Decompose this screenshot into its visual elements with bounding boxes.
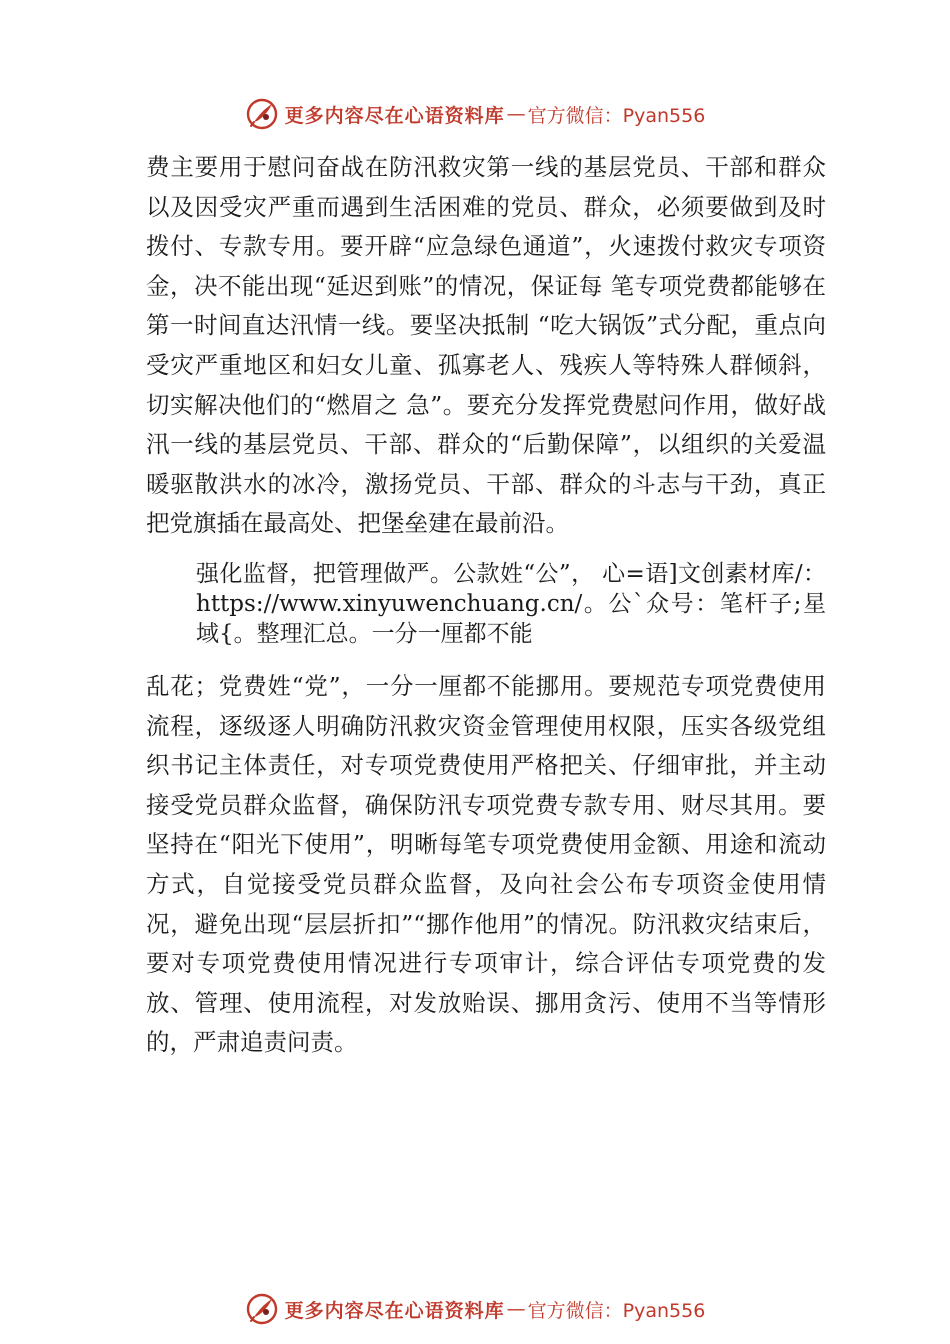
paragraph-2-watermark-block: 强化监督，把管理做严。公款姓“公”， 心=语]文创素材库/：https://www.xinyuwenchuang.cn/。公`众号：笔杆子;星域{。整理汇总。一分一厘都不能 (196, 560, 826, 647)
footer-brand-text: 更多内容尽在心语资料库 (284, 1299, 505, 1322)
document-body (146, 148, 826, 1063)
quill-logo-icon (245, 97, 279, 131)
paragraph-3: 乱花；党费姓“党”，一分一厘都不能挪用。要规范专项党费使用流程，逐级逐人明确防汛救灾资金管理使用权限，压实各级党组织书记主体责任，对专项党费使用严格把关、仔细审批，并主动接受党员群众监督，确保防汛专项党费专款专用、财尽其用。要坚持在“阳光下使用”，明晰每笔专项党费使用金额、用途和流动方式，自觉接受党员群众监督，及向社会公布专项资金使用情况，避免出现“层层折扣”“挪作他用”的情况。防汛救灾结束后，要对专项党费使用情况进行专项审计，综合评估专项党费的发放、管理、使用流程，对发放贻误、挪用贪污、使用不当等情形的，严肃追责问责。 (146, 671, 826, 1057)
footer-dash: — (506, 1298, 526, 1320)
header-wechat-text: 官方微信：Pyan556 (527, 104, 706, 127)
paragraph-1: 费主要用于慰问奋战在防汛救灾第一线的基层党员、干部和群众以及因受灾严重而遇到生活困难的党员、群众，必须要做到及时拨付、专款专用。要开辟“应急绿色通道”，火速拨付救灾专项资金，决不能出现“延迟到账”的情况，保证每 笔专项党费都能够在第一时间直达汛情一线。要坚决抵制 “吃大锅饭”式分配，重点向受灾严重地区和妇女儿童、孤寡老人、残疾人等特殊人群倾斜，切实解决他们的“燃眉之 急”。要充分发挥党费慰问作用，做好战汛一线的基层党员、干部、群众的“后勤保障”，以组织的关爱温暖驱散洪水的冰冷，激扬党员、干部、群众的斗志与干劲，真正把党旗插在最高处、把堡垒建在最前沿。 (146, 153, 826, 538)
footer-banner (0, 1289, 950, 1329)
footer-wechat-text: 官方微信：Pyan556 (527, 1299, 706, 1322)
header-brand-text: 更多内容尽在心语资料库 (284, 104, 505, 127)
header-dash: — (506, 103, 526, 125)
header-banner (0, 94, 950, 134)
quill-logo-icon (245, 1292, 279, 1326)
